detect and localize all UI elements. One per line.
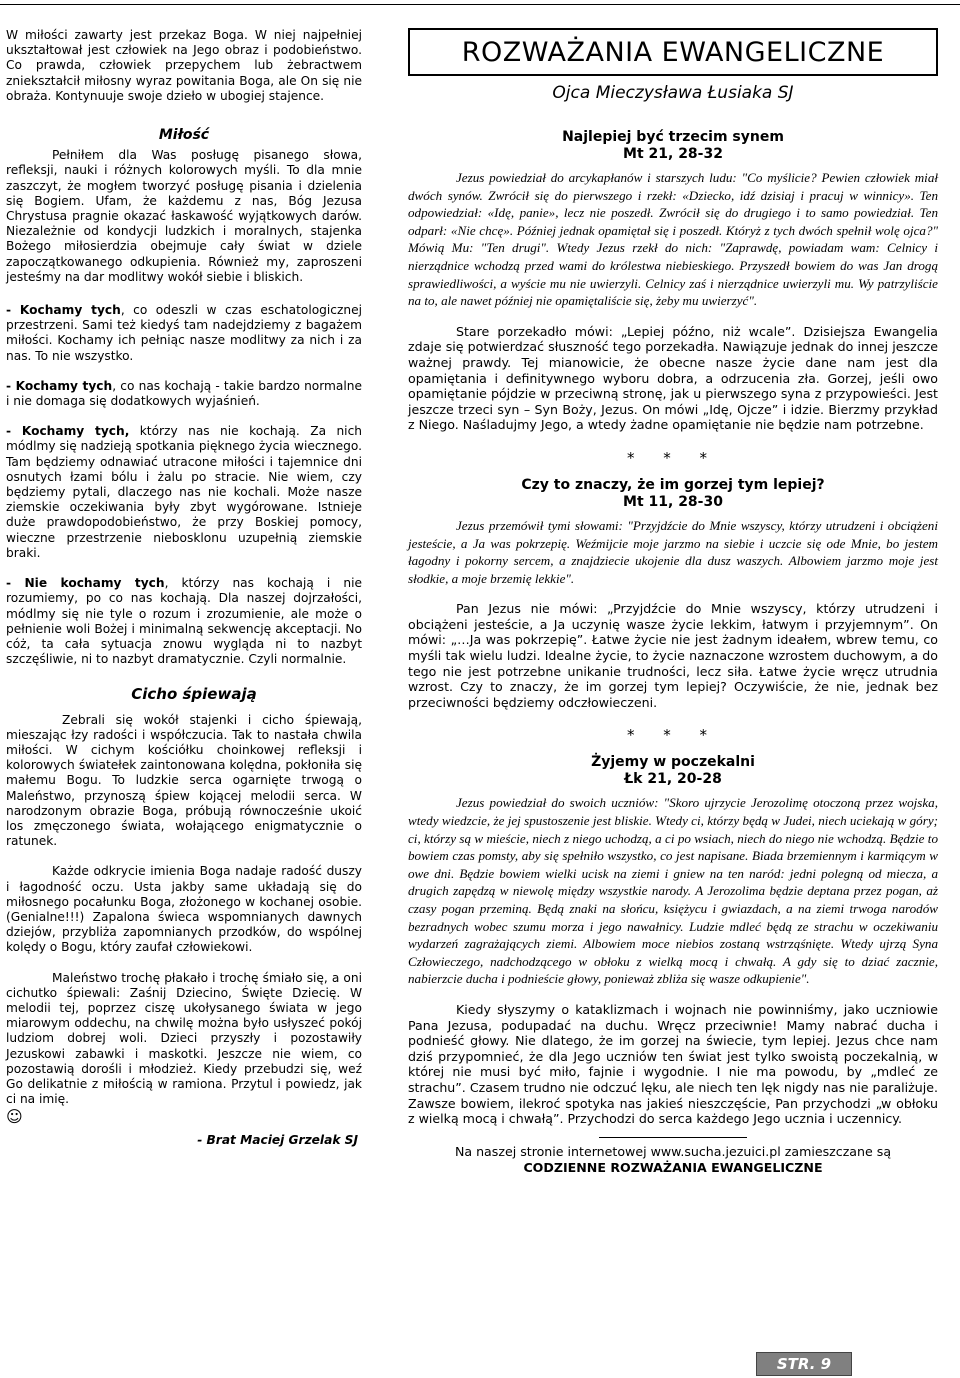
cicho-paragraph-3: Maleństwo trochę płakało i trochę śmiało się, a oni cichutko śpiewali: Zaśnij Dziecino, Święte Dziecię. W melodii tej, poprzez ciszę ukołysanego świata w jego miarowym oddechu, na chwilę można było usłyszeć pokój ludziom dobrej woli. Dzieci przyszły i pozostawiły Jezuskowi zabawki i maskotki. Jeszcze nie wiem, co pozostawią dorośli i młodzież. Kiedy przebudzi się, weź Go delikatnie z miłością w ramiona. Przytul i powiedz, jak ci na imię.	[6, 970, 362, 1107]
left-column	[6, 28, 362, 1148]
section2-gospel: Jezus przemówił tymi słowami: "Przyjdźcie do Mnie wszyscy, którzy utrudzeni i obciążeni jesteście, a Ja was pokrzepię. Weźmijcie moje jarzmo na siebie i uczcie się ode Mnie, bo jestem łagodny i pokorny sercem, a znajdziecie ukojenie dla dusz waszych. Albowiem jarzmo moje jest słodkie, a moje brzemię lekkie".	[408, 517, 938, 586]
footer-rule	[599, 1137, 747, 1138]
section-separator-1: * * *	[626, 448, 720, 467]
cicho-title: Cicho śpiewają	[131, 685, 257, 704]
kochamy-bold-4: - Nie kochamy tych	[6, 576, 165, 591]
kochamy-paragraph-2	[6, 379, 362, 409]
page-number-badge: STR. 9	[756, 1352, 852, 1376]
top-rule	[0, 4, 960, 5]
cicho-paragraph-2: Każde odkrycie imienia Boga nadaje radość duszy i łagodność oczu. Usta jakby same układają się do miłosnego pocałunku Boga, złożonego w kochanej osobie. (Genialne!!!) Zapalona świeca wspomnianych dawnych dziejów, przybliża zapomnianych przodków, do wspólnej kolędy o Bogu, który zaufał człowiekowi.	[6, 864, 362, 955]
banner-subtitle: Ojca Mieczysława Łusiaka SJ	[552, 83, 794, 103]
section1-title: Najlepiej być trzecim synem	[562, 129, 784, 145]
kochamy-text-2: , co nas kochają - takie bardzo normalne i nie domaga się dodatkowych wyjaśnień.	[6, 378, 363, 409]
footer-heading: CODZIENNE ROZWAŻANIA EWANGELICZNE	[523, 1159, 823, 1175]
signature: - Brat Maciej Grzelak SJ	[197, 1132, 358, 1147]
section2-body: Pan Jezus nie mówi: „Przyjdźcie do Mnie wszyscy, którzy utrudzeni i obciążeni jesteście, a Ja uczynię wasze życie lekkim, łatwym i przyjemnym”. On mówi: „…Ja was pokrzepię”. Łatwe życie nie jest żadnym ideałem, wbrew temu, co myśli tak wielu ludzi. Idealne życie, to życie naznaczone wzrostem duchowym, a do tego nie jest potrzebne unikanie trudności, lecz siła. Łatwe życie wręcz utrudnia wzrost. Czy to znaczy, że im gorzej tym lepiej? Oczywiście, że nie, jednak bez przeciwności będziemy odczłowieczeni.	[408, 601, 938, 710]
section1-gospel: Jezus powiedział do arcykapłanów i starszych ludu: "Co myślicie? Pewien człowiek miał dwóch synów. Zwrócił się do pierwszego i rzekł: «Dziecko, idź dzisiaj i pracuj w winnicy». Ten odpowiedział: «Idę, panie», lecz nie poszedł. Zwrócił się do drugiego i to samo powiedział. Ten odparł: «Nie chcę». Później jednak opamiętał się i poszedł. Któryż z tych dwóch spełnił wolę ojca?" Mówią Mu: "Ten drugi". Wtedy Jezus rzekł do nich: "Zaprawdę, powiadam wam: Celnicy i nierządnice wchodzą przed wami do królestwa niebieskiego. Przyszedł bowiem do was Jan drogą sprawiedliwości, a wyście mu nie uwierzyli. Celnicy zaś i nierządnice uwierzyli mu. Wy patrzyliście na to, ale nawet później nie opamiętaliście się, żeby mu uwierzyć".	[408, 170, 938, 309]
milosc-title: Miłość	[158, 127, 210, 144]
kochamy-paragraph-3	[6, 424, 362, 561]
milosc-paragraph: Pełniłem dla Was posługę pisanego słowa, refleksji, nauki i różnych kolorowych myśli. To dla mnie zaszczyt, że mogłem tworzyć posługę pisania i dzielenia się Bogiem. Ufam, że każdemu z nas, Bóg Jezusa Chrystusa pragnie okazać łaskawość wyjątkowych darów. Niezależnie od kondycji ludzkich i moralnych, stajenka Bożego miłosierdzia obejmuje cały świat w dziele zapoczątkowanego odkupienia. Również my, zaproszeni jesteśmy na dar modlitwy wokół siebie i bliskich.	[6, 148, 362, 284]
section3-title: Żyjemy w poczekalni	[591, 754, 755, 771]
banner-title: ROZWAŻANIA EWANGELICZNE	[408, 28, 938, 76]
section3-reference: Łk 21, 20-28	[624, 771, 722, 788]
section2-reference: Mt 11, 28-30	[623, 493, 723, 510]
section3-gospel: Jezus powiedział do swoich uczniów: "Skoro ujrzycie Jerozolimę otoczoną przez wojska, wtedy wiedzcie, że jej spustoszenie jest bliskie. Wtedy ci, którzy będą w Judei, niech uciekają w góry; ci, którzy są w mieście, niech z niego uchodzą, a ci po wsiach, niech do niego nie wchodzą. Będzie to bowiem czas pomsty, aby się spełniło wszystko, co jest napisane. Biada brzemiennym i karmiącym w owe dni. Będzie bowiem wielki ucisk na ziemi i gniew na ten naród: jedni polegną od miecza, a drugich zapędzą w niewolę między wszystkie narody. A Jerozolima będzie deptana przez pogan, aż czasy pogan przeminą. Będą znaki na słońcu, księżycu i gwiazdach, a na ziemi trwoga narodów bezradnych wobec szumu morza i jego nawałnicy. Ludzie mdleć będą ze strachu w oczekiwaniu wydarzeń zagrażających ziemi. Albowiem moce niebios zostaną wstrząśnięte. Wtedy ujrzą Syna Człowieczego, nadchodzącego w obłoku z wielką mocą i chwałą. A gdy się to dziać zacznie, nabierzcie ducha i podnieście głowy, ponieważ zbliża się wasze odkupienie".	[408, 795, 938, 987]
kochamy-paragraph-1	[6, 303, 362, 364]
section2-title: Czy to znaczy, że im gorzej tym lepiej?	[521, 476, 825, 493]
kochamy-text-1: , co odeszli w czas eschatologicznej przestrzeni. Sami też kiedyś tam nadejdziemy z bagażem miłości. Kochamy ich pełniąc nasze modlitwy za nich i za nas. To nie wszystko.	[6, 303, 362, 363]
section3-body: Kiedy słyszymy o kataklizmach i wojnach nie powinniśmy, jako uczniowie Pana Jezusa, podupadać na duchu. Wręcz przeciwnie! Mamy nabrać ducha i podnieść głowy. Nie dlatego, że im gorzej na świecie, tym lepiej. Jezus chce nam dziś przypomnieć, że dla Jego uczniów ten świat jest tylko swoistą poczekalnią, w której nie musi być miło, fajnie i wygodnie. I nie ma powodu, by „mdleć ze strachu”. Czasem trudno nie odczuć lęku, ale niech ten lęk nigdy nas nie paraliżuje. Zawsze bowiem, ilekroć spotyka nas jakieś nieszczęście, Pan przychodzi „w obłoku z wielką mocą i chwałą”. Przychodzi do serca każdego Jego ucznia i uczennicy.	[408, 1001, 938, 1127]
kochamy-bold-1: - Kochamy tych	[6, 303, 121, 318]
right-column	[408, 28, 938, 1176]
section-separator-2: * * *	[626, 726, 720, 745]
cicho-paragraph-1: Zebrali się wokół stajenki i cicho śpiewają, mieszając łzy radości i współczucia. Tak to nastała chwila miłości. W cichym kościółku choinkowej refleksji i kolorowych światełek zaintonowana kolędna, pokłoniła się małemu Bogu. To ludzkie serca ogarnięte trwogą o Maleństwo, przynoszą śpiew kojącej melodii serca. W narodzonym obrazie Boga, próbują równocześnie ukoić los zmęczonego świata, wołającego enigmatycznie o ratunek.	[6, 712, 362, 849]
kochamy-paragraph-4	[6, 576, 362, 667]
section1-reference: Mt 21, 28-32	[623, 146, 723, 162]
intro-paragraph: W miłości zawarty jest przekaz Boga. W niej najpełniej ukształtował jest człowiek na Jego obraz i podobieństwo. Co prawda, człowiek przepychem lub żebractwem zniekształcił miłosny wyraz powitania Boga, ale On się nie obraża. Kontynuuje swoje dzieło w ubogiej stajence.	[6, 28, 362, 103]
kochamy-bold-3: - Kochamy tych,	[6, 424, 130, 439]
kochamy-bold-2: - Kochamy tych	[6, 378, 113, 393]
section1-body: Stare porzekadło mówi: „Lepiej późno, niż wcale”. Dzisiejsza Ewangelia zdaje się potwierdzać słuszność tego porzekadła. Nawiązuje jednak do innej jeszcze ważnej prawdy. Tej mianowicie, że obecne nasze życie dane nam jest dla opamiętania i definitywnego wyboru dobra, a odrzucenia zła. Gorzej, jeśli owo opamiętanie pójdzie w przeciwną stronę, jak u pierwszego syna z przypowieści. Jest jeszcze trzeci syn – Syn Boży, Jezus. On mówi „Idę, Ojcze” i idzie. Bierzmy przykład z Niego. Naśladujmy Jego, a wtedy żadne opamiętanie nie będzie nam potrzebne.	[408, 323, 938, 433]
smiley-icon: ☺	[6, 1107, 23, 1127]
footer-text: Na naszej stronie internetowej www.sucha.jezuici.pl zamieszczane są	[454, 1143, 892, 1159]
kochamy-text-4: , którzy nas kochają i nie rozumiemy, po co nas kochają. Dla naszej dojrzałości, módlmy się nie tyle o rozum i zrozumienie, ale może o pełnienie woli Bożej i minimalną sekwencję akceptacji. No cóż, ta cała sytuacja znowu wygląda ni to nazbyt szczęśliwie, ni to nazbyt dramatycznie. Czyli normalnie.	[6, 576, 362, 667]
kochamy-text-3: którzy nas nie kochają. Za nich módlmy się nadzieją spotkania pięknego życia wiecznego. Tam będziemy odnawiać utracone miłości i tajemnice dni osnutych łzami bólu i żalu po stracie. Nie wiem, czy będziemy pytali, dlaczego nas nie kochali. Może nasze ziemskie oczekiwania były zbyt wygórowane. Istnieje duże prawdopodobieństwo, że przy Boskiej pomocy, wieczne przestrzenie niebosklonu uzupełnią ziemskie braki.	[6, 424, 362, 560]
